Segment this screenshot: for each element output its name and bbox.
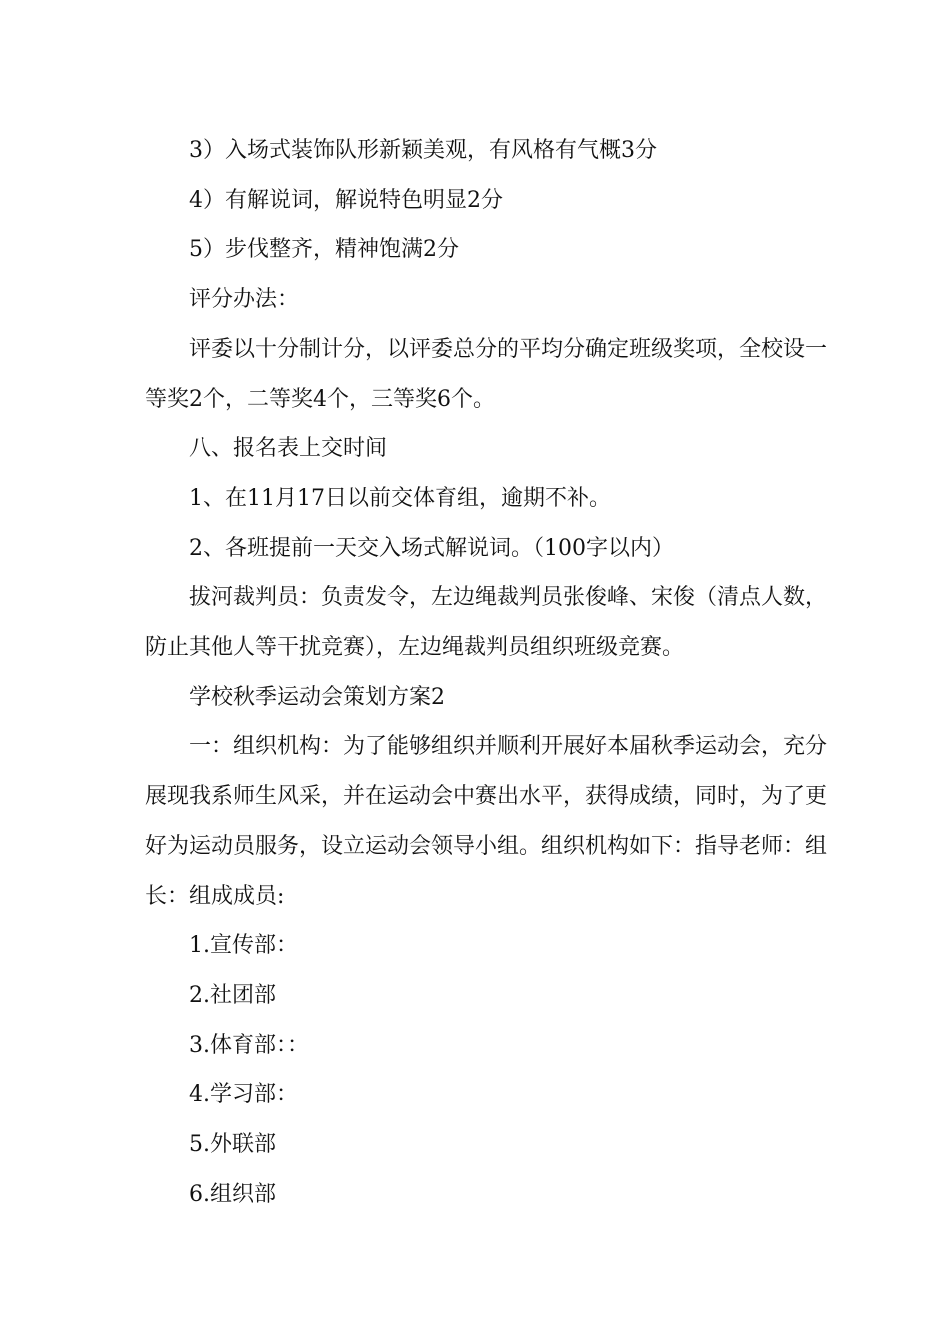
list-item-department-3: 3.体育部：：	[189, 1032, 309, 1058]
paragraph-organization: 一：组织机构：为了能够组织并顺利开展好本届秋季运动会，充分展现我系师生风采，并在运动会中赛出水平，获得成绩，同时，为了更好为运动员服务，设立运动会领导小组。组织机构如下：指导老师：组长：组成成员:	[145, 734, 828, 909]
list-item-department-1: 1.宣传部：	[189, 933, 298, 959]
paragraph-scoring-method-heading: 评分办法：	[189, 287, 300, 313]
list-item-department-4: 4.学习部：	[189, 1082, 298, 1108]
document-body	[145, 126, 835, 1219]
paragraph-scoring-method: 评委以十分制计分，以评委总分的平均分确定班级奖项，全校设一等奖2个，二等奖4个，三等奖6个。	[145, 336, 828, 412]
section-heading-registration: 八、报名表上交时间	[189, 436, 388, 462]
list-item-department-5: 5.外联部	[189, 1132, 276, 1158]
paragraph-registration-2: 2、各班提前一天交入场式解说词。（100字以内）	[189, 535, 674, 561]
paragraph-scoring-item-5: 5）步伐整齐，精神饱满2分	[189, 237, 459, 263]
document-title-plan-2: 学校秋季运动会策划方案2	[189, 684, 445, 710]
paragraph-tug-of-war-referee: 拔河裁判员：负责发令，左边绳裁判员张俊峰、宋俊（清点人数，防止其他人等干扰竞赛），左边绳裁判员组织班级竞赛。	[145, 585, 828, 661]
paragraph-scoring-item-4: 4）有解说词，解说特色明显2分	[189, 187, 503, 213]
list-item-department-2: 2.社团部	[189, 982, 276, 1008]
list-item-department-6: 6.组织部	[189, 1181, 276, 1207]
paragraph-registration-1: 1、在11月17日以前交体育组，逾期不补。	[189, 485, 611, 511]
paragraph-scoring-item-3: 3）入场式装饰队形新颖美观，有风格有气概3分	[189, 138, 657, 163]
